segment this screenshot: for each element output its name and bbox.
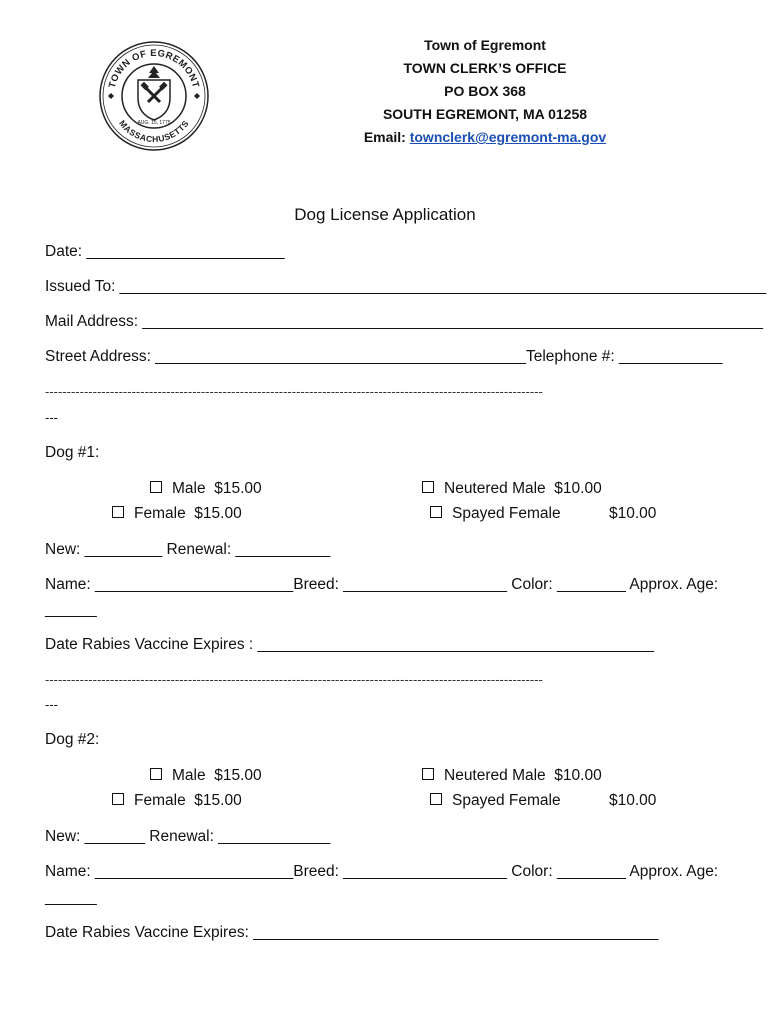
header-town: Town of Egremont: [424, 37, 546, 53]
street-address-field[interactable]: Street Address: ___________________________________________Telephone #: ____________: [45, 348, 723, 365]
seal-date-text: AUG. 15, 1775: [137, 120, 171, 126]
dog2-spayed-price: $10.00: [609, 792, 657, 809]
dog2-male-label: Male $15.00: [172, 767, 262, 784]
mail-address-field[interactable]: Mail Address: ________________________________________________________________________: [45, 313, 764, 330]
dog2-female-option[interactable]: [112, 791, 242, 811]
dog1-male-label: Male $15.00: [172, 480, 262, 497]
checkbox-icon[interactable]: [150, 768, 162, 780]
dog2-neutered-label: Neutered Male $10.00: [444, 767, 602, 784]
checkbox-icon[interactable]: [150, 481, 162, 493]
seal-top-text: TOWN OF EGREMONT: [106, 47, 202, 90]
dog2-female-label: Female $15.00: [134, 792, 242, 809]
dog2-age-field[interactable]: ______: [45, 889, 97, 906]
header-po-box: PO BOX 368: [444, 83, 526, 99]
dog1-female-label: Female $15.00: [134, 505, 242, 522]
dog1-female-option[interactable]: [112, 504, 242, 524]
dog1-male-option[interactable]: [150, 479, 262, 499]
dog1-new-renewal-field[interactable]: New: _________ Renewal: ___________: [45, 541, 331, 558]
dog2-spayed-option[interactable]: [430, 791, 561, 811]
separator: -------------------------------------------------------------------------------------------------------------------: [45, 384, 543, 399]
town-seal-logo: [98, 40, 210, 152]
header-office: TOWN CLERK’S OFFICE: [403, 60, 567, 76]
dog2-heading: Dog #2:: [45, 731, 100, 748]
dog1-neutered-option[interactable]: [422, 479, 602, 499]
dog1-heading: Dog #1:: [45, 444, 100, 461]
dog1-rabies-field[interactable]: Date Rabies Vaccine Expires : ______________________________________________: [45, 636, 655, 653]
separator-tail: ---: [45, 410, 58, 425]
dog1-age-field[interactable]: ______: [45, 601, 97, 618]
checkbox-icon[interactable]: [112, 506, 124, 518]
dog1-spayed-price: $10.00: [609, 505, 657, 522]
dog2-name-breed-color-field[interactable]: Name: _______________________Breed: ___________________ Color: ________ Approx. Age:: [45, 863, 719, 880]
dog1-name-breed-color-field[interactable]: Name: _______________________Breed: ___________________ Color: ________ Approx. Age:: [45, 576, 719, 593]
dog2-male-option[interactable]: [150, 766, 262, 786]
separator-tail: ---: [45, 697, 58, 712]
header-email-line: [280, 126, 690, 149]
date-field[interactable]: Date: _______________________: [45, 243, 285, 260]
dog1-spayed-label: Spayed Female: [452, 505, 561, 522]
checkbox-icon[interactable]: [430, 793, 442, 805]
email-label: Email:: [363, 129, 410, 145]
checkbox-icon[interactable]: [422, 768, 434, 780]
checkbox-icon[interactable]: [422, 481, 434, 493]
dog2-new-renewal-field[interactable]: New: _______ Renewal: _____________: [45, 828, 331, 845]
dog2-neutered-option[interactable]: [422, 766, 602, 786]
checkbox-icon[interactable]: [430, 506, 442, 518]
email-link[interactable]: townclerk@egremont-ma.gov: [409, 129, 607, 145]
issued-to-field[interactable]: Issued To: ___________________________________________________________________________: [45, 278, 767, 295]
header-city: SOUTH EGREMONT, MA 01258: [382, 106, 588, 122]
seal-bottom-text: MASSACHUSETTS: [117, 118, 191, 145]
dog1-spayed-option[interactable]: [430, 504, 561, 524]
dog2-rabies-field[interactable]: Date Rabies Vaccine Expires: _______________________________________________: [45, 924, 659, 941]
page-title: Dog License Application: [294, 205, 476, 224]
checkbox-icon[interactable]: [112, 793, 124, 805]
dog1-neutered-label: Neutered Male $10.00: [444, 480, 602, 497]
separator: -------------------------------------------------------------------------------------------------------------------: [45, 672, 543, 687]
dog2-spayed-label: Spayed Female: [452, 792, 561, 809]
